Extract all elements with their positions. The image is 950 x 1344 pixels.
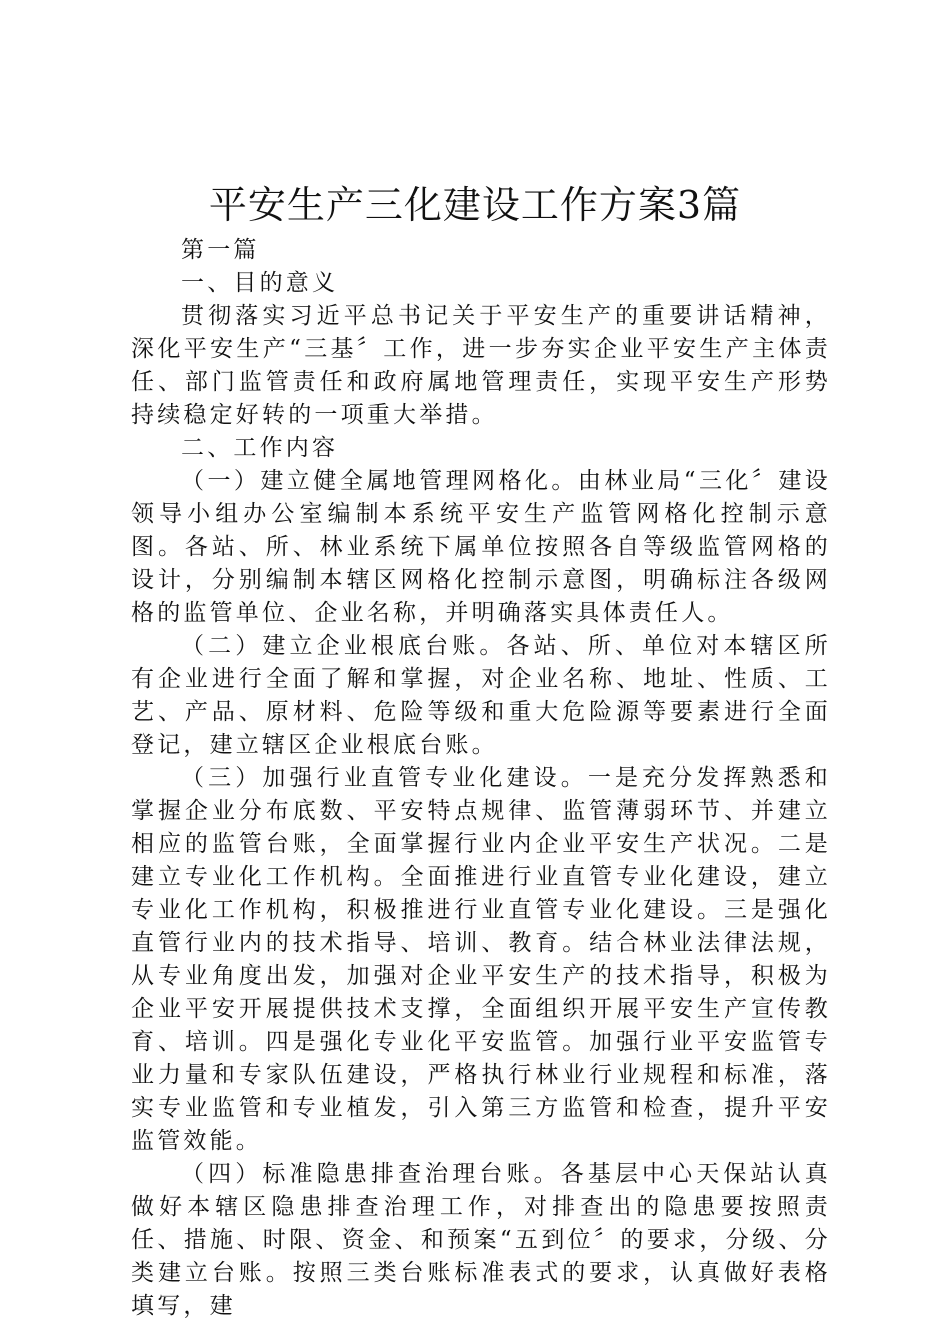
paragraph-purpose: 贯彻落实习近平总书记关于平安生产的重要讲话精神，深化平安生产“三基〞工作，进一步夯实企业平安生产主体责任、部门监管责任和政府属地管理责任，实现平安生产形势持续稳定好转的一项重大举措。	[131, 303, 831, 428]
heading-purpose: 一、目的意义	[181, 270, 339, 296]
paragraph-industry-specialization: （三）加强行业直管专业化建设。一是充分发挥熟悉和掌握企业分布底数、平安特点规律、监管薄弱环节、并建立相应的监管台账，全面掌握行业内企业平安生产状况。二是建立专业化工作机构。全面推进行业直管专业化建设，建立专业化工作机构，积极推进行业直管专业化建设。三是强化直管行业内的技术指导、培训、教育。结合林业法律法规，从专业角度出发，加强对企业平安生产的技术指导，积极为企业平安开展提供技术支撑，全面组织开展平安生产宣传教育、培训。四是强化专业化平安监管。加强行业平安监管专业力量和专家队伍建设，严格执行林业行业规程和标准，落实专业监管和专业植发，引入第三方监管和检查，提升平安监管效能。	[131, 765, 831, 1154]
paragraph-enterprise-ledger: （二）建立企业根底台账。各站、所、单位对本辖区所有企业进行全面了解和掌握，对企业名称、地址、性质、工艺、产品、原材料、危险等级和重大危险源等要素进行全面登记，建立辖区企业根底台账。	[131, 633, 831, 758]
document-body	[131, 234, 831, 1323]
paragraph-grid-management: （一）建立健全属地管理网格化。由林业局“三化〞建设领导小组办公室编制本系统平安生产监管网格化控制示意图。各站、所、林业系统下属单位按照各自等级监管网格的设计，分别编制本辖区网格化控制示意图，明确标注各级网格的监管单位、企业名称，并明确落实具体责任人。	[131, 468, 831, 626]
section-label: 第一篇	[181, 237, 260, 263]
document-title: 平安生产三化建设工作方案3篇	[208, 183, 742, 227]
heading-work-content: 二、工作内容	[181, 435, 339, 461]
paragraph-hazard-ledger: （四）标准隐患排查治理台账。各基层中心天保站认真做好本辖区隐患排查治理工作，对排查出的隐患要按照责任、措施、时限、资金、和预案“五到位〞的要求，分级、分类建立台账。按照三类台账标准表式的要求，认真做好表格填写，建	[131, 1161, 831, 1319]
